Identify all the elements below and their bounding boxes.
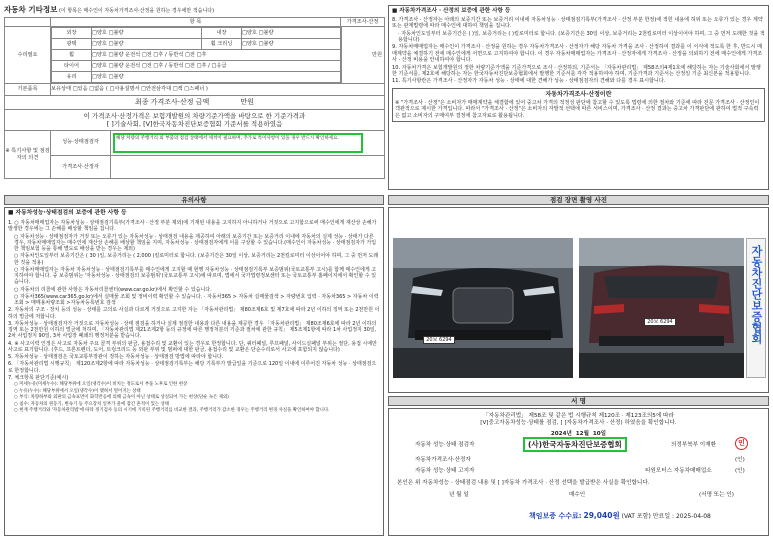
other-info-title: 자동차 기타정보 <box>4 5 58 14</box>
row-label: 광택 <box>52 39 92 50</box>
association-banner <box>746 238 766 378</box>
inspector-label: 자동차 성능·상태 점검자 <box>415 442 475 448</box>
row-value[interactable]: □양호 □불량 <box>242 39 342 50</box>
rear-plate: 20보 6294 <box>644 318 676 326</box>
warranty-item: 11. 특기사항란은 가격조사 · 산정자가 자동차 성능 · 상태에 대한 견해가 성능 · 상태점검자의 견해와 다를 경우 표시합니다. <box>392 78 666 85</box>
perf-checker-label: 성능·상태점검자 <box>51 131 111 155</box>
notice-item: ○ 자동차365(www.car365.go.kr)에서 실매물 조회 및 정비이력 확인할 수 있습니다. · 자동차365 > 자동차 실매물검색 > 자량번호 입력 · 자동차365 > 자동차 이력조회 > 매매용차량조회 >자동차등록번호 검색 <box>14 293 379 307</box>
row-label: 타이어 <box>52 61 92 72</box>
fee-value: 29,040원 <box>583 511 620 520</box>
statement-line1: 이 가격조사·산정가격은 보험개발원의 차량기준가액을 바탕으로 한 기준가격과 <box>83 112 306 120</box>
row-label: 내장 <box>202 28 242 39</box>
criteria-item: ○ 미세누유(미세누수): 해당부위에 오일(냉각수)이 비치는 정도로서 부품 노후로 인한 현상 <box>14 382 188 388</box>
criteria-item: ○ 누유(누수): 해당부위에서 오일(냉각수)이 맺혀서 떨어지는 상태 <box>14 388 141 394</box>
price-checker-mark: (인) <box>735 457 745 463</box>
inspector-role: 의정부북부 이재환 <box>671 442 717 448</box>
notice-item: 5. 자동차성능 · 상태점검은 국토교통부장관이 정하는 자동차성능 · 상태점검 방법에 따라야 합니다. <box>8 354 224 361</box>
criteria-item: ○ 침수: 자동차의 원동기, 변속기 등 주요장치 일부가 물에 잠긴 흔적이 있는 상태 <box>14 401 169 407</box>
row-value[interactable]: □양호 □불량 운전석 □전 □후 / 동반석 □전 □후 <box>92 50 342 61</box>
header-item: 항 목 <box>51 18 341 27</box>
price-checker-sign-label: 자동차가격조사·산정자 <box>415 457 471 463</box>
row-value[interactable]: □양호 □불량 <box>92 72 342 83</box>
row-value[interactable]: □양호 □불량 운전석 □전 □후 / 동반석 □전 □후 / □응급 <box>92 61 342 72</box>
price-warranty-title: ■ 자동차가격조사 · 산정의 보증에 관한 사항 등 <box>392 8 511 14</box>
buyer-date: 년 월 일 <box>449 492 469 498</box>
front-plate: 20보 6294 <box>423 336 455 344</box>
price-checker-label: 가격조사·산정자 <box>51 156 111 178</box>
expiry-date: 만료일 : 2025-04-08 <box>652 513 711 520</box>
notice-item: 7. 체크항목 판단기준(예시) <box>8 374 69 381</box>
warranty-item: · 자동차인도일부터 보증기간은 ( )일, 보증거리는 ( )킬로미터로 합니다. (보증기간은 30일 이상, 보증거리는 2천킬로미터 이상이어야 하며, 그 중 먼저 도래한 것을 적용합니다) <box>398 30 765 44</box>
criteria-item: ○ 현재 주행거리와 '자동차관리법'에 따라 정기검사 등의 시기에 기록된 주행거리를 비교한 결과, 주행거리가 감소한 경우는 주행거리 변경 사실을 확인하여야 합니다. <box>14 408 330 414</box>
buyer-sign: (서명 또는 인) <box>699 492 734 498</box>
repair-rows <box>51 27 342 83</box>
price-warranty-section <box>388 5 769 190</box>
basic-label: 기본품목 <box>5 84 51 96</box>
front-car-image <box>393 238 573 378</box>
notice-title: ■ 자동차성능·상태점검의 보증에 관한 사항 등 <box>8 210 127 216</box>
photo-bar: 점검 장면 촬영 사진 <box>388 195 769 205</box>
sign-year: 2024년 <box>550 430 572 437</box>
sign-line1: 「자동차관리법」 제58조 및 같은 법 시행규칙 제120조 · 제123조의5에 따라 <box>483 413 674 419</box>
row-label: 유리 <box>52 72 92 83</box>
sign-bar: 서 명 <box>388 396 769 406</box>
other-info-section <box>4 5 384 190</box>
repair-price: 만원 <box>341 27 385 84</box>
rear-car-photo <box>579 238 744 378</box>
notice-item: ○ 자동차매매업자는 자동차 자동차성능 · 상태점검기록부를 매수인에게 고지할 때 현행 자동차성능 · 상태점검기록부 보증범위(국토교통부 고시)를 함께 매수인에게 고지하여야 합니다. 중 보증범위는 '자동차성능 · 상태점검의 보증범위'(국토교통부 고시)에 따르며, 법에서 국가법령정보센터 또는 국토교통부 홈페이지에서 확인할 수 있습니다. <box>14 266 377 286</box>
notice-bar: 유의사항 <box>4 195 384 205</box>
row-value[interactable]: □양호 □불량 <box>92 28 202 39</box>
notice-item: 6. 「자동차관리법 시행규칙」 제120조제2항에 따라 자동차성능 · 상태점검기록부는 해당 기록부가 발급일을 기준으로 120일 이내에 이루어진 자동차 성능 · 상태점검으로 한정합니다. <box>8 361 377 374</box>
warranty-item: 9. 자동차매매업자는 매수인이 가격조사 · 산정을 원하는 경우 자동차가격조사 · 산정자가 해당 자동차 가격을 조사 · 산정하여 결과를 이 서식에 적도록 한 후, 반드시 매매계약을 체결하기 전에 매수인에게 서면으로 고지하여야 합니다. 이 경우 자동차매매업자는 가격조사 · 산정자에게 가격조사 · 산정을 의뢰하기 전에 매수인에게 가격조사 · 산정 비용을 안내하여야 합니다. <box>392 44 763 64</box>
warranty-item: 8. 가격조사 · 산정자는 아래의 보증기간 또는 보증거리 이내에 자동차성능 · 상태점검기록부(가격조사 · 산정 부분 한정)에 적힌 내용에 허위 또는 오류가 있는 경우 계약 또는 관계법령에 따라 매수인에 대하여 책임을 집니다. <box>392 16 763 30</box>
perf-checker-opinion: 해당 차량의 주행거리 외 부품의 점검 상태에서 세척이 필요하며, 추가로 특이사항이 있을 경우 반드시 확인하세요. <box>113 133 363 153</box>
final-price-label: 최종 가격조사·산정 금액 <box>135 98 210 107</box>
notice-item: ○ 자동차인도일부터 보증기간은 ( 30 )일, 보증거리는 ( 2,000 )킬로미터로 합니다. (보증기간은 30일 이상, 보증거리는 2천킬로미터 이상이어야 하며, 그 중 먼저 도래한 것을 적용) <box>14 253 379 266</box>
buyer-label: 매수인 <box>569 492 586 498</box>
final-price-unit: 만원 <box>240 98 254 107</box>
sign-section <box>388 408 769 536</box>
notice-item: 3. 자동차성능 · 상태점검자가 거짓으로 자동차성능 · 상태 점검을 하거나 실제 점검한 내용과 다른 내용을 제공한 경우 「자동차관리법」 제80조제6호에 따라 2년 이하의 징역 또는 2천만원 이하의 벌금에 처하며, 「자동차관리법 제21조제2항 등의 규정에 따른 행정처분의 기준과 절차에 관한 규칙」 제5조제1항에 따라 1차 사업정지 30일, 2차 사업정지 90일, 3차 사업장 폐쇄의 행정처분을 받습니다. <box>8 320 377 340</box>
price-definition-title: 자동차가격조사·산정이란 <box>545 90 612 98</box>
inspector-value: (사)한국자동차진단보증협회 <box>523 437 627 452</box>
warranty-item: 10. 자동차가격은 보험개발원의 정한 차량기준가액을 기준가격으로 조사 · 산정하되, 기준서는 「자동차관리법」 제58조의4제1호에 해당하는 자는 기술사회에서 발행한 기준서를, 제2호에 해당하는 자는 한국자동차진단보증협회에서 발행한 기준서를 각각 적용하여야 하며, 기준가격과 기준서는 산정일 기준 최신본을 적용합니다. <box>392 64 761 77</box>
receipt-text: 본인은 위 자동차성능 · 상태점검 내용 및 [ ]자동차 가격조사 · 산정 선택을 발급받은 사실을 확인합니다. <box>397 480 650 486</box>
row-label: 휠 크리닝 <box>202 39 242 50</box>
repair-label: 수리필요 <box>5 27 51 84</box>
fee-label: 책임보증 수수료: <box>529 512 582 520</box>
row-value[interactable]: □양호 □불량 <box>92 39 202 50</box>
sign-month: 12월 <box>575 430 589 437</box>
criteria-item: ○ 부식: 차량하부와 외판의 금속표면이 화학반응에 의해 금속이 아닌 상태로 상실되어 가는 현상(단순 녹은 제외) <box>14 395 229 401</box>
notice-item: ○ 자동차성능 · 상태점검자가 거짓 또는 오류가 있는 자동차성능 · 상태점검 내용을 제공하여 아래의 보증기간 또는 보증거리 이내에 자동차의 실제 성능 · 상태가 다른 경우, 자동차매매업자는 매수인에 재산상 손해를 배상할 책임을 지며, 자동차성능 · 상태점검자에게 이를 구상할 수 있습니다.(매수인이 자동차성능 · 상태점검자가 가입한 책임보험 등을 통해 별도로 배상을 받는 경우는 제외) <box>14 233 377 253</box>
price-definition-text: ※ "가격조사 · 산정"은 소비자가 매매계약을 체결함에 있어 중고차 가격의 적정성 판단에 참고할 수 있도록 법령에 의한 절차와 기준에 따라 전문 가격조사 · 산정인이 객관적으로 제시한 가격입니다. 따라서 "가격조사 · 산정"은 소비자의 자발적 선택에 따른 서비스이며, 가격조사 · 산정 결과는 중고차 가격판단에 관하여 법적 구속력은 없고 소비자의 구매여부 결정에 참고자료로 활용됩니다. <box>395 100 760 119</box>
seller-value: 티원모터스 자동차매매업소 <box>645 468 712 474</box>
banner-text: 자동차진단보증협회 <box>750 245 763 344</box>
basic-text[interactable]: 보유상태 □있음 □없음 ( □사용설명서 □안전삼각대 □잭 □스패너 ) <box>51 84 385 96</box>
fee-vat: (VAT 포함) <box>621 513 651 520</box>
rear-car-image <box>579 238 744 378</box>
notice-item: ○ 자동차의 리콜에 관한 사항은 자동차리콜센터(www.car.go.kr)에서 확인할 수 있습니다. <box>14 286 212 293</box>
opinion-label: ※ 특기사항 및 점검자의 의견 <box>5 131 51 179</box>
sign-line2: [V]중고자동차성능·상태를 점검, [ ]자동차가격조사 · 산정) 하였음을 확인합니다. <box>480 419 677 426</box>
statement-line2: [ ]기술사회, [V]한국자동차진단보증협회 기준서를 적용하였음 <box>106 120 283 129</box>
notice-item: 1. ○ 자동차매매업자는 자동차성능 · 상태점검기록부(가격조사 · 산정 부분 제외)에 기재된 내용을 고지하지 아니하거나 거짓으로 고지함으로써 매수인에게 재산상 손해가 발생한 경우에는 그 손해를 배상할 책임을 집니다. <box>8 220 377 233</box>
other-info-note: (이 항목은 매수인이 자동차가격조사·산정을 원하는 경우에만 적습니다) <box>58 8 215 14</box>
notice-item: 4. ※ 사고이력 인정은 사고로 자동차 주요 골격 부위의 판금, 용접수리 및 교환이 있는 경우로 한정합니다. 단, 쿼터패널, 루프패널, 사이드실패널 부위는 절단, 용접 시에만 사고로 표기합니다. (후드, 프론트펜더, 도어, 트렁크리드 등 외판 부위 및 범퍼에 대한 판금, 용접수리 및 교환은 단순수리로서 사고에 포함되지 않습니다) <box>8 340 378 353</box>
row-value[interactable]: □양호 □불량 <box>242 28 342 39</box>
row-label: 외장 <box>52 28 92 39</box>
seller-mark: (인) <box>735 468 745 474</box>
seller-label: 자동차 성능·상태 고지자 <box>415 468 475 474</box>
notice-section <box>4 207 384 536</box>
header-price: 가격조사·산정 <box>341 18 385 27</box>
row-label: 휠 <box>52 50 92 61</box>
front-car-photo <box>393 238 573 378</box>
price-definition-box <box>392 88 765 123</box>
other-info-table <box>4 17 385 179</box>
sign-day: 10일 <box>592 430 607 437</box>
inspector-seal-icon: 인 <box>735 437 748 450</box>
notice-item: 2. 자동차의 구조 · 장치 등의 성능 · 상태를 고의로 사실과 다르게 거짓으로 고지한 자는 「자동차관리법」 제80조제6호 및 제7호에 따라 2년 이하의 징역 또는 2천만원 이하의 벌금에 처합니다. <box>8 307 380 320</box>
photo-section <box>388 207 769 393</box>
